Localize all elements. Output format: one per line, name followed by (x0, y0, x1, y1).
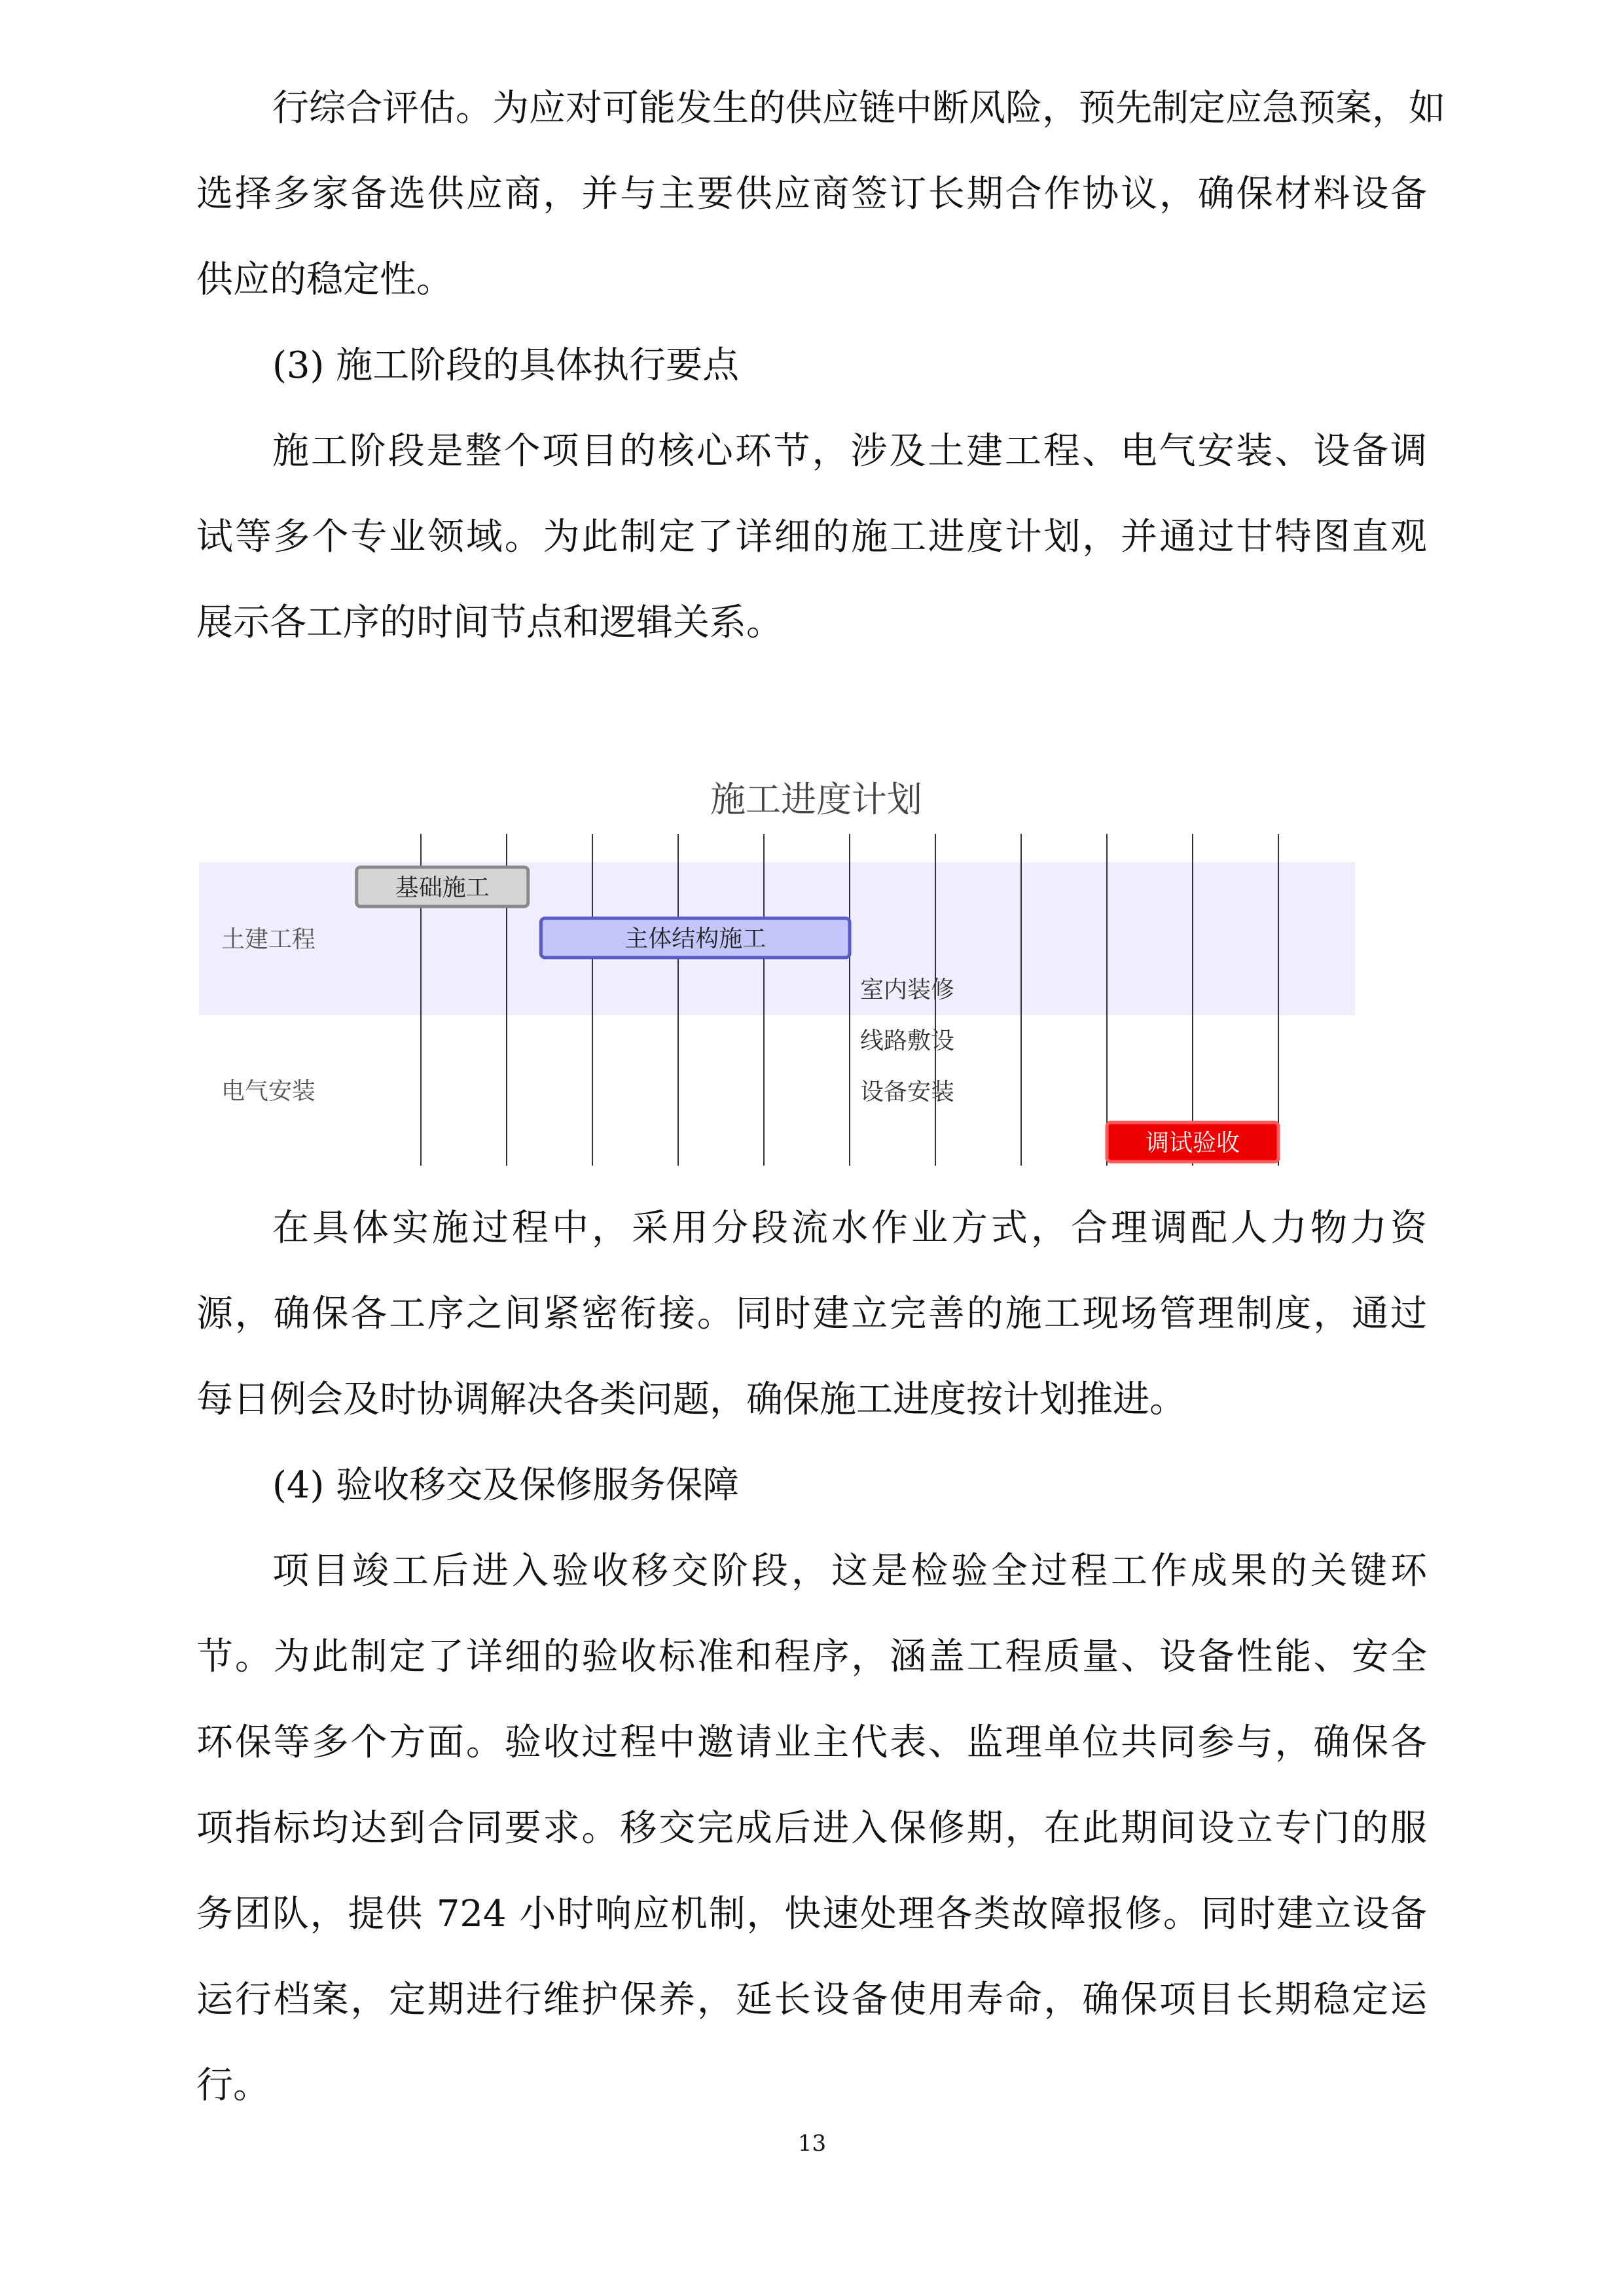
paragraph-line: 展示各工序的时间节点和逻辑关系。 (196, 601, 783, 644)
task-label: 室内装修 (860, 977, 955, 1003)
task-label: 基础施工 (395, 874, 490, 901)
paragraph-line: 在具体实施过程中，采用分段流水作业方式，合理调配人力物力资 (272, 1207, 1427, 1249)
paragraph-line: 每日例会及时协调解决各类问题，确保施工进度按计划推进。 (196, 1378, 1186, 1421)
paragraph-line: 行综合评估。为应对可能发生的供应链中断风险，预先制定应急预案，如 (272, 87, 1445, 130)
paragraph-line: 节。为此制定了详细的验收标准和程序，涵盖工程质量、设备性能、安全 (196, 1636, 1427, 1678)
group-label: 电气安装 (221, 1078, 316, 1105)
text-block-bottom (196, 1185, 1427, 2128)
paragraph-line: 项目竣工后进入验收移交阶段，这是检验全过程工作成果的关键环 (272, 1550, 1427, 1592)
text-block-top (196, 65, 1445, 666)
task-label: 主体结构施工 (624, 925, 767, 952)
paragraph-line: 供应的稳定性。 (196, 259, 453, 301)
paragraph-line: 施工阶段是整个项目的核心环节，涉及土建工程、电气安装、设备调 (272, 430, 1427, 473)
gantt-chart (0, 759, 1624, 1178)
section-heading: (4) 验收移交及保修服务保障 (272, 1464, 740, 1507)
paragraph-line: 运行档案，定期进行维护保养，延长设备使用寿命，确保项目长期稳定运 (196, 1979, 1427, 2021)
task-label: 设备安装 (860, 1079, 955, 1105)
paragraph-line: 环保等多个方面。验收过程中邀请业主代表、监理单位共同参与，确保各 (196, 1721, 1427, 1764)
chart-title: 施工进度计划 (710, 779, 922, 820)
page-number: 13 (797, 2130, 827, 2157)
paragraph-line: 务团队，提供 724 小时响应机制，快速处理各类故障报修。同时建立设备 (196, 1893, 1427, 1935)
task-label: 调试验收 (1145, 1130, 1240, 1157)
paragraph-line: 试等多个专业领域。为此制定了详细的施工进度计划，并通过甘特图直观 (196, 516, 1427, 558)
paragraph-line: 项指标均达到合同要求。移交完成后进入保修期，在此期间设立专门的服 (196, 1807, 1427, 1850)
paragraph-line: 选择多家备选供应商，并与主要供应商签订长期合作协议，确保材料设备 (196, 173, 1427, 215)
paragraph-line: 源，确保各工序之间紧密衔接。同时建立完善的施工现场管理制度，通过 (196, 1293, 1427, 1335)
group-label: 土建工程 (221, 926, 316, 953)
section-heading: (3) 施工阶段的具体执行要点 (272, 344, 740, 387)
task-label: 线路敷设 (860, 1028, 955, 1054)
paragraph-line: 行。 (196, 2064, 270, 2107)
